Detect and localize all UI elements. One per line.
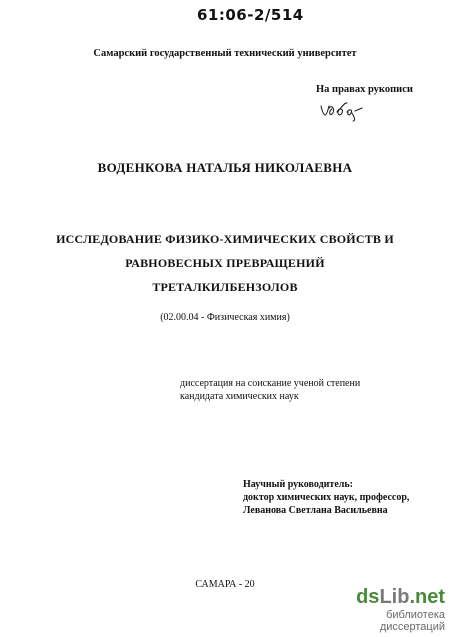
dissertation-title [0,227,450,299]
watermark-ds: ds [356,586,380,608]
watermark-lib: Lib [379,586,410,608]
archive-stamp: 61:06-2/514 [197,6,304,24]
watermark-net: .net [409,586,445,608]
dissertation-line: кандидата химических наук [180,391,299,402]
watermark-subtitle: библиотека диссертаций [379,609,445,633]
author-signature [318,100,364,122]
watermark-logo [330,586,445,609]
title-line: ИССЛЕДОВАНИЕ ФИЗИКО-ХИМИЧЕСКИХ СВОЙСТВ И [56,232,394,246]
specialty-code: (02.00.04 - Физическая химия) [160,312,290,323]
dissertation-line: диссертация на соискание ученой степени [180,378,361,389]
title-line: РАВНОВЕСНЫХ ПРЕВРАЩЕНИЙ [125,256,325,270]
supervisor-name: Леванова Светлана Васильевна [243,505,388,516]
dslib-watermark [330,586,445,633]
dissertation-type [180,377,360,403]
supervisor-block [243,478,409,517]
title-line: ТРЕТАЛКИЛБЕНЗОЛОВ [152,280,298,294]
author-name: ВОДЕНКОВА НАТАЛЬЯ НИКОЛАЕВНА [97,160,353,175]
rights-note: На правах рукописи [316,84,413,95]
supervisor-degree: доктор химических наук, профессор, [243,492,410,503]
university-name: Самарский государственный технический университет [93,48,357,59]
supervisor-label: Научный руководитель: [243,479,353,490]
city-year: САМАРА - 20 [195,579,255,590]
